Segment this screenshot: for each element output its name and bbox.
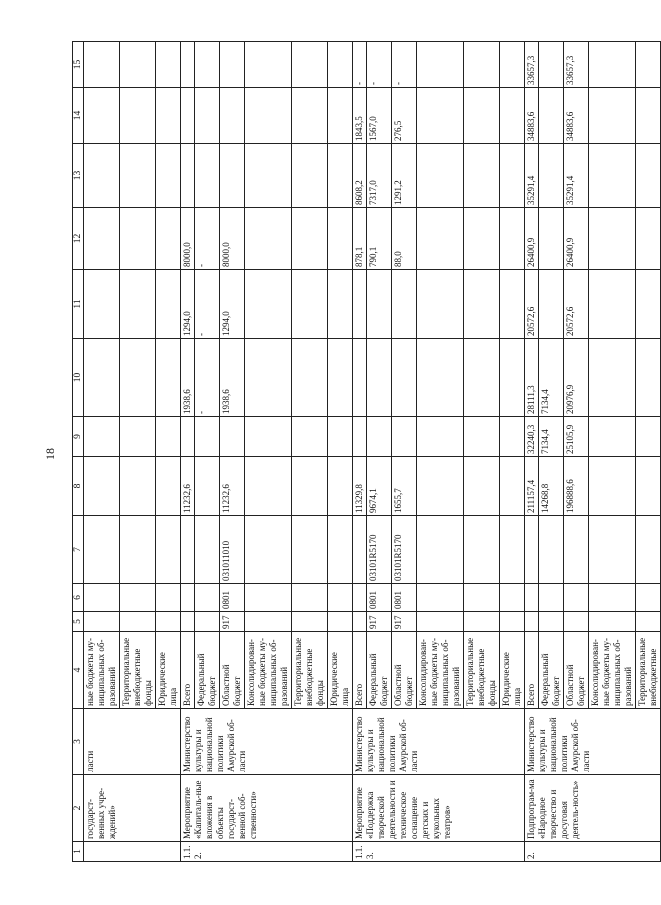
value-cell <box>181 88 195 144</box>
value-col10-cell: 28111,3 <box>525 339 539 417</box>
value-cell <box>539 144 564 208</box>
value-cell <box>417 88 464 144</box>
column-number: 7 <box>73 516 84 584</box>
value-cell <box>292 42 328 88</box>
value-cell <box>353 612 367 632</box>
value-cell <box>120 339 156 417</box>
value-cell <box>245 417 292 457</box>
value-cell <box>195 612 220 632</box>
source-label-cell: Федеральный бюджет <box>195 632 220 709</box>
value-col6-cell: 0801 <box>392 584 417 612</box>
value-cell <box>120 88 156 144</box>
value-cell <box>500 417 525 457</box>
value-col12-cell: 26400,9 <box>525 208 539 270</box>
column-number: 5 <box>73 612 84 632</box>
value-cell <box>84 339 120 417</box>
value-cell <box>464 208 500 270</box>
value-cell <box>195 417 220 457</box>
value-cell <box>589 208 636 270</box>
column-number: 12 <box>73 208 84 270</box>
value-cell <box>328 144 353 208</box>
value-col13-cell: 8608,2 <box>353 144 367 208</box>
value-cell <box>464 612 500 632</box>
value-cell <box>464 270 500 339</box>
value-cell <box>195 88 220 144</box>
value-cell <box>500 42 525 88</box>
value-cell <box>564 584 589 612</box>
value-cell <box>195 584 220 612</box>
value-col8-cell: 14268,8 <box>539 457 564 516</box>
column-number: 9 <box>73 417 84 457</box>
value-cell <box>328 339 353 417</box>
value-cell <box>539 270 564 339</box>
value-col8-cell: 11329,8 <box>353 457 367 516</box>
value-cell <box>525 584 539 612</box>
value-cell <box>417 584 464 612</box>
source-label-cell: Федеральный бюджет <box>367 632 392 709</box>
column-number: 13 <box>73 144 84 208</box>
value-col8-cell: 11232,6 <box>181 457 195 516</box>
value-cell <box>500 208 525 270</box>
value-col10-cell: 20976,9 <box>564 339 589 417</box>
value-col15-cell: - <box>367 42 392 88</box>
value-cell <box>564 516 589 584</box>
value-cell <box>156 417 181 457</box>
value-col15-cell: 33657,3 <box>564 42 589 88</box>
value-cell <box>181 144 195 208</box>
source-label-cell: Юридические лица <box>328 632 353 709</box>
table-body <box>73 42 661 862</box>
value-col12-cell: 8000,0 <box>220 208 245 270</box>
rotated-table-wrapper <box>72 42 658 862</box>
executor-cell: Министерство культуры и национальной политики Амурской об-ласти <box>353 709 525 775</box>
value-col13-cell: 35291,4 <box>564 144 589 208</box>
executor-cell: Министерство культуры и национальной политики Амурской об-ласти <box>181 709 353 775</box>
value-cell <box>120 144 156 208</box>
column-number: 11 <box>73 270 84 339</box>
value-cell <box>120 516 156 584</box>
value-cell <box>417 270 464 339</box>
value-col6-cell: 0801 <box>367 584 392 612</box>
value-col15-cell: - <box>353 42 367 88</box>
value-cell <box>636 516 661 584</box>
value-col14-cell: 34883,6 <box>525 88 539 144</box>
value-cell <box>589 516 636 584</box>
value-cell <box>292 612 328 632</box>
value-cell <box>539 88 564 144</box>
value-cell <box>367 270 392 339</box>
column-number: 3 <box>73 709 84 775</box>
value-col12-cell: 88,0 <box>392 208 417 270</box>
value-cell <box>156 457 181 516</box>
executor-cell: ласти <box>84 709 181 775</box>
value-cell <box>367 417 392 457</box>
value-cell <box>353 417 367 457</box>
value-col11-cell: - <box>195 270 220 339</box>
value-cell <box>539 516 564 584</box>
value-cell <box>156 88 181 144</box>
value-cell <box>84 516 120 584</box>
value-cell <box>636 612 661 632</box>
value-cell <box>589 584 636 612</box>
value-cell <box>417 208 464 270</box>
value-cell <box>292 584 328 612</box>
value-col10-cell: 1938,6 <box>220 339 245 417</box>
value-cell <box>292 88 328 144</box>
value-cell <box>156 516 181 584</box>
value-cell <box>589 457 636 516</box>
value-col9-cell: 25105,9 <box>564 417 589 457</box>
value-col6-cell: 0801 <box>220 584 245 612</box>
value-col5-cell: 917 <box>392 612 417 632</box>
value-cell <box>564 612 589 632</box>
value-cell <box>156 42 181 88</box>
value-col11-cell: 20572,6 <box>525 270 539 339</box>
value-cell <box>84 42 120 88</box>
source-label-cell: Юридические лица <box>156 632 181 709</box>
column-number: 6 <box>73 584 84 612</box>
value-cell <box>84 88 120 144</box>
number-cell: 1.1.2. <box>181 842 353 862</box>
value-cell <box>245 584 292 612</box>
value-col12-cell: - <box>195 208 220 270</box>
value-cell <box>589 144 636 208</box>
value-cell <box>120 584 156 612</box>
value-col8-cell: 196888,6 <box>564 457 589 516</box>
value-col11-cell: 1294,0 <box>181 270 195 339</box>
value-col5-cell: 917 <box>220 612 245 632</box>
value-cell <box>120 612 156 632</box>
value-cell <box>636 584 661 612</box>
source-label-cell: Всего <box>525 632 539 709</box>
value-cell <box>464 339 500 417</box>
value-cell <box>464 88 500 144</box>
value-cell <box>525 612 539 632</box>
value-col8-cell: 211157,4 <box>525 457 539 516</box>
column-number: 15 <box>73 42 84 88</box>
value-cell <box>120 270 156 339</box>
value-cell <box>328 88 353 144</box>
value-cell <box>84 144 120 208</box>
value-cell <box>328 417 353 457</box>
value-cell <box>392 339 417 417</box>
executor-cell: Министерство культуры и национальной политики Амурской об-ласти <box>525 709 661 775</box>
value-cell <box>195 457 220 516</box>
value-cell <box>539 208 564 270</box>
value-col14-cell: 1567,0 <box>367 88 392 144</box>
value-cell <box>500 516 525 584</box>
value-col9-cell: 32240,3 <box>525 417 539 457</box>
value-cell <box>636 417 661 457</box>
value-col7-cell: 031011010 <box>220 516 245 584</box>
value-col12-cell: 26400,9 <box>564 208 589 270</box>
value-cell <box>156 270 181 339</box>
source-label-cell: Территориальные внебюджетные фонды <box>292 632 328 709</box>
value-cell <box>245 42 292 88</box>
column-number: 10 <box>73 339 84 417</box>
source-label-cell: Консолидирован-ные бюджеты му-ниципальных об-разований <box>417 632 464 709</box>
value-col10-cell: 1938,6 <box>181 339 195 417</box>
value-cell <box>181 516 195 584</box>
value-cell <box>245 88 292 144</box>
value-cell <box>417 42 464 88</box>
value-cell <box>353 270 367 339</box>
value-cell <box>245 339 292 417</box>
value-cell <box>367 339 392 417</box>
value-cell <box>328 612 353 632</box>
value-cell <box>245 457 292 516</box>
value-cell <box>292 144 328 208</box>
value-col12-cell: 8000,0 <box>181 208 195 270</box>
value-cell <box>195 42 220 88</box>
number-cell: 1.1.3. <box>353 842 525 862</box>
value-cell <box>120 417 156 457</box>
value-col13-cell: 35291,4 <box>525 144 539 208</box>
value-col15-cell: 33657,3 <box>525 42 539 88</box>
value-cell <box>245 208 292 270</box>
value-col14-cell: 1843,5 <box>353 88 367 144</box>
value-cell <box>417 144 464 208</box>
value-col15-cell: - <box>392 42 417 88</box>
column-number: 2 <box>73 775 84 842</box>
value-cell <box>84 208 120 270</box>
value-cell <box>156 208 181 270</box>
column-number: 1 <box>73 842 84 862</box>
source-label-cell: Консолидирован-ные бюджеты му-ниципальных об-разований <box>245 632 292 709</box>
value-col5-cell: 917 <box>367 612 392 632</box>
value-cell <box>464 516 500 584</box>
source-label-cell: Территориальные внебюджетные фонды <box>120 632 156 709</box>
value-cell <box>328 270 353 339</box>
value-cell <box>500 88 525 144</box>
value-col8-cell: 11232,6 <box>220 457 245 516</box>
column-number: 4 <box>73 632 84 709</box>
value-cell <box>328 584 353 612</box>
column-number-row <box>73 42 84 862</box>
value-cell <box>500 270 525 339</box>
value-cell <box>195 516 220 584</box>
source-label-cell: ные бюджеты му-ниципальных об-разований <box>84 632 120 709</box>
value-cell <box>636 208 661 270</box>
value-cell <box>156 339 181 417</box>
value-cell <box>220 88 245 144</box>
value-cell <box>328 516 353 584</box>
value-cell <box>392 417 417 457</box>
value-col11-cell: 1294,0 <box>220 270 245 339</box>
value-cell <box>417 516 464 584</box>
value-cell <box>636 339 661 417</box>
value-cell <box>292 417 328 457</box>
value-cell <box>245 516 292 584</box>
value-cell <box>464 417 500 457</box>
table-row <box>353 42 367 862</box>
value-cell <box>500 584 525 612</box>
source-label-cell: Областной бюджет <box>392 632 417 709</box>
value-col13-cell: 1291,2 <box>392 144 417 208</box>
value-cell <box>84 270 120 339</box>
source-label-cell: Территориальные внебюджетные фонды <box>464 632 500 709</box>
value-col9-cell: 7134,4 <box>539 417 564 457</box>
column-number: 14 <box>73 88 84 144</box>
value-col7-cell: 03101R5170 <box>392 516 417 584</box>
value-cell <box>417 457 464 516</box>
value-cell <box>328 457 353 516</box>
value-cell <box>392 270 417 339</box>
value-cell <box>500 612 525 632</box>
value-col10-cell: - <box>195 339 220 417</box>
value-cell <box>464 457 500 516</box>
value-col8-cell: 1655,7 <box>392 457 417 516</box>
value-cell <box>195 144 220 208</box>
value-cell <box>181 612 195 632</box>
value-cell <box>589 612 636 632</box>
source-label-cell: Всего <box>353 632 367 709</box>
value-cell <box>539 612 564 632</box>
value-cell <box>353 339 367 417</box>
budget-table <box>72 41 661 862</box>
value-cell <box>417 417 464 457</box>
source-label-cell: Областной бюджет <box>220 632 245 709</box>
value-col8-cell: 9674,1 <box>367 457 392 516</box>
value-cell <box>220 144 245 208</box>
value-cell <box>156 144 181 208</box>
value-cell <box>84 457 120 516</box>
value-cell <box>181 584 195 612</box>
value-cell <box>353 584 367 612</box>
value-cell <box>589 88 636 144</box>
value-cell <box>500 457 525 516</box>
value-cell <box>156 584 181 612</box>
program-name-cell: государст-венных учре-ждений» <box>84 775 181 842</box>
value-cell <box>292 339 328 417</box>
value-cell <box>292 457 328 516</box>
value-cell <box>84 417 120 457</box>
value-cell <box>525 516 539 584</box>
value-cell <box>500 144 525 208</box>
value-cell <box>181 42 195 88</box>
value-cell <box>292 208 328 270</box>
value-cell <box>84 612 120 632</box>
value-cell <box>328 208 353 270</box>
value-col14-cell: 34883,6 <box>564 88 589 144</box>
value-cell <box>636 270 661 339</box>
value-cell <box>292 270 328 339</box>
source-label-cell: Территориальные внебюджетные <box>636 632 661 709</box>
value-cell <box>120 208 156 270</box>
value-col10-cell: 7134,4 <box>539 339 564 417</box>
value-cell <box>636 88 661 144</box>
column-number: 8 <box>73 457 84 516</box>
value-cell <box>500 339 525 417</box>
value-cell <box>636 42 661 88</box>
source-label-cell: Всего <box>181 632 195 709</box>
number-cell <box>84 842 181 862</box>
value-cell <box>120 457 156 516</box>
value-cell <box>220 42 245 88</box>
program-name-cell: Мероприятие «Поддержка творческой деятельности и техническое оснащение детских и кукольных театров» <box>353 775 525 842</box>
value-col7-cell: 03101R5170 <box>367 516 392 584</box>
value-cell <box>156 612 181 632</box>
value-cell <box>589 42 636 88</box>
value-cell <box>464 584 500 612</box>
value-cell <box>84 584 120 612</box>
value-col14-cell: 276,5 <box>392 88 417 144</box>
value-cell <box>464 144 500 208</box>
value-cell <box>120 42 156 88</box>
value-cell <box>539 42 564 88</box>
value-cell <box>417 339 464 417</box>
value-cell <box>589 270 636 339</box>
page-number: 18 <box>43 448 57 460</box>
value-col12-cell: 790,1 <box>367 208 392 270</box>
source-label-cell: Юридические лица <box>500 632 525 709</box>
value-cell <box>220 417 245 457</box>
value-cell <box>328 42 353 88</box>
number-cell: 2. <box>525 842 661 862</box>
value-cell <box>539 584 564 612</box>
value-cell <box>292 516 328 584</box>
value-cell <box>636 144 661 208</box>
table-row <box>525 42 539 862</box>
value-cell <box>245 612 292 632</box>
source-label-cell: Консолидирован-ные бюджеты му-ниципальных об-разований <box>589 632 636 709</box>
value-cell <box>636 457 661 516</box>
source-label-cell: Федеральный бюджет <box>539 632 564 709</box>
value-cell <box>464 42 500 88</box>
value-cell <box>181 417 195 457</box>
value-cell <box>417 612 464 632</box>
value-cell <box>245 270 292 339</box>
value-cell <box>245 144 292 208</box>
value-col11-cell: 20572,6 <box>564 270 589 339</box>
table-row <box>181 42 195 862</box>
table-row <box>84 42 120 862</box>
value-col12-cell: 878,1 <box>353 208 367 270</box>
value-cell <box>353 516 367 584</box>
value-cell <box>589 417 636 457</box>
program-name-cell: Мероприятие «Капиталь-ные вложения в объекты государст-венной соб-ственности» <box>181 775 353 842</box>
program-name-cell: Подпрограм-ма «Народное творчество и досуговая деятель-ность» <box>525 775 661 842</box>
value-cell <box>589 339 636 417</box>
value-col13-cell: 7317,0 <box>367 144 392 208</box>
source-label-cell: Областной бюджет <box>564 632 589 709</box>
